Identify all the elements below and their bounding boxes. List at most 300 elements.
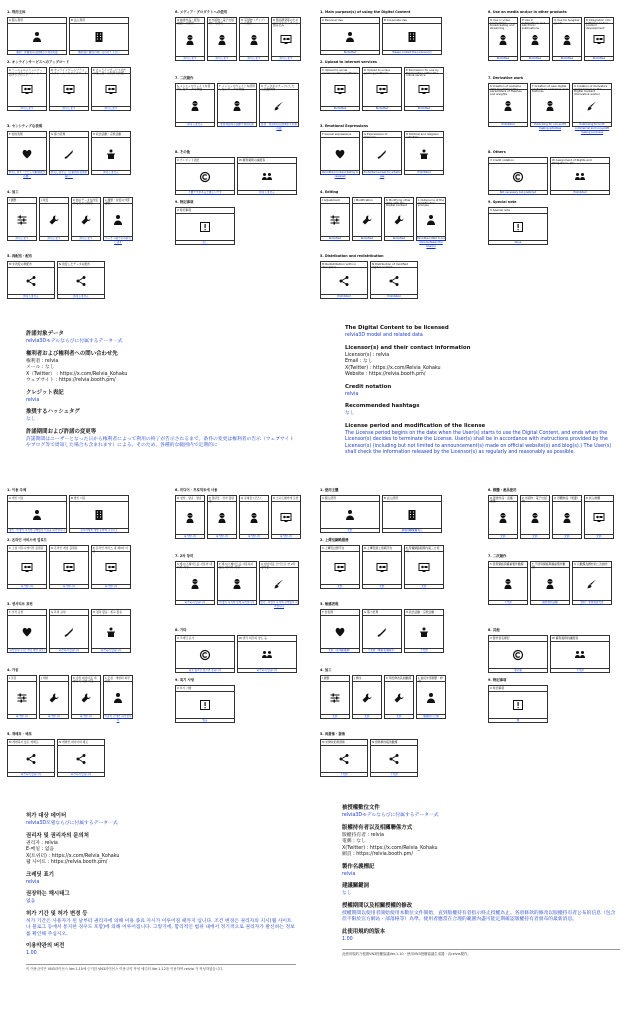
permission-cell <box>362 609 402 653</box>
value: relvia3Dモデルならびに付属するデータ一式 <box>342 813 439 819</box>
permission-status-link[interactable]: 不允許 <box>405 648 443 652</box>
link[interactable]: 웹 사이트 : https://relvia.booth.pm/ <box>26 860 108 866</box>
link[interactable]: X(트위터) : https://x.com/Relvia_Kohaku <box>26 853 120 859</box>
permission-status-link[interactable]: None <box>489 240 547 244</box>
permission-title: M 未修改的再發佈 <box>321 740 367 746</box>
permission-cell <box>175 685 235 723</box>
copyright-icon <box>176 642 234 668</box>
permission-cell <box>69 17 129 55</box>
permission-status-link[interactable]: Permitted <box>385 236 413 240</box>
permission-cell <box>7 197 37 241</box>
knife-icon <box>363 616 401 648</box>
permission-cell <box>404 609 444 653</box>
section-title: 4. Editing <box>320 190 339 194</box>
permission-title: H 政治活動・宗教活動 <box>92 132 130 138</box>
permission-status-link[interactable]: 許可します <box>40 236 68 240</box>
permission-cell <box>7 739 55 777</box>
permission-status-link[interactable]: ユーザー間でのみ許可します <box>105 236 131 245</box>
permission-row <box>175 83 299 131</box>
permission-row <box>320 609 444 653</box>
permission-cell <box>175 561 215 605</box>
permission-status-link[interactable]: 許可しません <box>238 190 296 194</box>
permission-status-link[interactable]: 許可します <box>272 56 300 60</box>
section-title: 2. オンラインサービスへのアップロード <box>7 60 70 64</box>
permission-cell <box>404 131 444 175</box>
license-text-japanese <box>26 326 296 450</box>
permission-status-link[interactable]: Not necessary but preferred <box>489 190 547 194</box>
permission-status-link[interactable]: 권리자에게 개별 문의해 주십시오 <box>70 528 128 532</box>
permission-cell <box>175 17 205 61</box>
permission-status-link[interactable]: 許可しません <box>176 122 214 126</box>
group-icon <box>238 164 296 190</box>
monitor-icon <box>585 502 613 534</box>
permission-status-link[interactable]: 僅限用戶之間 <box>417 714 445 718</box>
permission-title: X 特記事項 <box>176 208 234 214</box>
permission-status-link[interactable]: 請個別聯繫權利人 <box>383 528 441 532</box>
permission-title: V 크레딧 표기 <box>176 636 234 642</box>
podium-icon <box>405 616 443 648</box>
permission-status-link[interactable]: 허가하지 않습니다 <box>176 600 214 604</box>
permission-title: N 發佈修改後的數據 <box>371 740 417 746</box>
section-title: 7. Derivative work <box>488 76 524 80</box>
section-title: 8. Others <box>488 150 506 154</box>
permission-title: K 用於修改其他數據 <box>385 676 413 682</box>
permission-row <box>7 67 131 111</box>
exclamation-icon <box>489 214 547 240</box>
permission-status-link[interactable]: Prohibited <box>405 170 443 174</box>
permission-status-link[interactable]: Permitted <box>363 106 401 110</box>
heading: 이용약관의 버전 <box>26 943 65 950</box>
permission-status-link[interactable]: Permitted Content Rating is required <box>322 170 358 179</box>
monitor-icon <box>363 552 401 584</box>
heart-icon <box>321 616 359 648</box>
link[interactable]: Website : https://relvia.booth.pm/ <box>345 372 426 378</box>
value: 허가 기간은 사용자가 된 날부터 권리자에 의해 이용 종료 지시가 이루어질 때까지 입니다. 조건 변경은 권리자의 지시(웹 사이트나 블로그 등에서 통지한 경우도 포함)에 의해 이루어집니다. 그렇기에, 합리적인 범위 내에서 정기적으로 권리자가 발신하는 정보를 확인해 주십시오. <box>26 918 295 937</box>
permission-cell <box>416 197 446 249</box>
permission-title: N Distribution of modified digital content <box>371 262 417 268</box>
permission-title: E 授權網路服務內第三方使用 <box>405 546 443 552</box>
value: relvia <box>26 879 40 885</box>
permission-cell <box>584 495 614 539</box>
permission-title: S メッシュやウェイトを使用したデータの作成 <box>176 84 214 90</box>
permission-title: K Modifying other data with the Digital Content <box>385 198 413 204</box>
heading: 版權持有者以及相關聯係方式 <box>342 824 413 831</box>
permission-status-link[interactable]: 허가합니다 <box>50 584 88 588</box>
permission-status-link[interactable]: 不要ですがあると嬉しいです <box>176 190 234 194</box>
permission-status-link[interactable]: 不允許 <box>321 772 367 776</box>
permission-status-link[interactable]: 許可します <box>50 106 88 110</box>
permission-status-link[interactable]: 허가하지 않습니다 <box>238 668 296 672</box>
permission-status-link[interactable]: 許可しません <box>92 170 130 174</box>
permission-status-link[interactable]: Publicizing for both commercial and non-profit making purposes <box>574 122 610 135</box>
permission-status-link[interactable]: 許可します <box>176 56 204 60</box>
permission-status-link[interactable]: 허가합니다 <box>40 714 68 718</box>
permission-cell <box>217 83 257 127</box>
permission-row <box>320 67 444 111</box>
permission-cell <box>382 17 442 55</box>
permission-cell <box>362 545 402 589</box>
link[interactable]: X(Twitter) : https://x.com/Relvia_Kohaku <box>345 365 441 371</box>
permission-cell <box>237 635 297 673</box>
permission-title: W 權利義務的讓渡等 <box>551 636 609 642</box>
permission-cell <box>552 17 582 61</box>
permission-status-link[interactable]: Prohibited <box>371 294 417 298</box>
value: なし <box>26 417 36 423</box>
permission-status-link[interactable]: Permitted <box>553 56 581 60</box>
permission-status-link[interactable]: 個利・非個利の目的問わず利用可能 <box>8 50 66 54</box>
section-title: 1. 이용 주체 <box>7 488 27 492</box>
permission-status-link[interactable]: Permitted <box>353 236 381 240</box>
permission-status-link[interactable]: 허가합니다 <box>272 534 300 538</box>
permission-status-link[interactable]: 필요 없지만 있으면 좋습니다 <box>176 668 234 672</box>
permission-status-link[interactable]: 없음 <box>176 718 234 722</box>
permission-status-link[interactable]: Permitted ONLY to be done between the User(s) <box>417 236 445 249</box>
figure-icon <box>531 90 569 122</box>
building-icon <box>383 502 441 528</box>
value: The License period begins on the date when the User(s) starts to use the Digital Content, and ends when the Licensor(s) decides to terminate the License. User(s) shall be in accordance with instructions provided by the Licensor(s) (including but not limited to announcement(s) made on official website(s) and blog(s).) The User(s) shall check the information released by the Licensor(s) as regularly and reasonably as possible. <box>345 430 612 456</box>
section-title: 4. 가공 <box>7 668 19 672</box>
permission-status-link[interactable]: 允許 <box>521 534 549 538</box>
permission-cell <box>217 561 257 605</box>
permission-title: E Permission for use by third parties within the online service <box>405 68 443 74</box>
permission-cell <box>71 197 101 241</box>
permission-row <box>7 675 133 723</box>
heading: 被授權數位文件 <box>342 805 380 811</box>
permission-title: J 개변 <box>40 676 68 682</box>
permission-status-link[interactable]: Prohibited <box>321 294 367 298</box>
permission-row <box>488 495 614 539</box>
person-icon <box>321 502 379 528</box>
permission-status-link[interactable]: 허가하지 않습니다 <box>8 772 54 776</box>
permission-status-link[interactable]: Permitted <box>321 236 349 240</box>
permission-status-link[interactable]: 許可します <box>72 236 100 240</box>
monitor-icon <box>272 24 300 56</box>
permission-title: J Modification <box>353 198 381 204</box>
permission-status-link[interactable]: 영리 · 비영리 목적에 관계없이 허가합니다 <box>260 600 298 609</box>
heading: 此使用規約的版本 <box>342 928 386 935</box>
permission-title: Q 實體物品（周邊） <box>553 496 581 502</box>
group-icon <box>551 642 609 668</box>
monitor-icon <box>585 24 613 56</box>
person-icon <box>417 204 445 236</box>
building-icon <box>70 24 128 50</box>
permission-status-link[interactable]: 허가합니다 <box>240 534 268 538</box>
link[interactable]: ウェブサイト : https://relvia.booth.pm/ <box>26 378 116 384</box>
figure-icon <box>176 90 214 122</box>
value: relvia <box>26 397 40 403</box>
permission-title: H Political and religious activities <box>405 132 443 138</box>
permission-cell <box>488 561 528 605</box>
heading: The Digital Content to be licensed <box>345 325 449 331</box>
permission-status-link[interactable]: Permitted <box>321 106 359 110</box>
permission-status-link[interactable]: 無 <box>489 718 547 722</box>
permission-row <box>488 685 548 723</box>
permission-title: B 法人使用 <box>383 496 441 502</box>
permission-title: J 修改 <box>353 676 381 682</box>
permission-cell <box>7 495 67 533</box>
permission-cell <box>488 635 548 673</box>
permission-cell <box>320 131 360 179</box>
section-title: 9. 特記事項 <box>488 678 507 682</box>
permission-title: W 권리 의무의 양도 등 <box>238 636 296 642</box>
share-icon <box>321 746 367 772</box>
permission-title: U 以數據為題材的二次創作 <box>573 562 611 568</box>
permission-status-link[interactable]: Permitted <box>585 56 613 60</box>
monitor-icon <box>272 502 300 534</box>
wrench-icon <box>385 204 413 236</box>
permission-status-link[interactable]: 允許 <box>321 528 379 532</box>
permission-cell <box>91 545 131 589</box>
permission-cell <box>520 495 550 539</box>
permission-cell <box>384 675 414 719</box>
permission-status-link[interactable]: Prohibited except for artistic use <box>363 170 401 179</box>
permission-title: R Integration into software and/or product development <box>585 18 613 24</box>
permission-title: A 個人利用 <box>8 18 66 24</box>
permission-status-link[interactable]: Permitted <box>321 50 379 54</box>
permission-status-link[interactable]: 営利・非営利の目的問わず利用可能 <box>260 122 298 131</box>
permission-cell <box>49 545 89 589</box>
permission-title: A Personal Use <box>321 18 379 24</box>
heading: 허가 대상 데이터 <box>26 813 67 819</box>
permission-cell <box>530 83 570 131</box>
monitor-icon <box>92 552 130 584</box>
monitor-icon <box>321 552 359 584</box>
permission-cell <box>49 609 89 653</box>
permission-title: D 온라인 게임 플랫폼 <box>50 546 88 552</box>
section-title: 3. 센서티브 표현 <box>7 602 33 606</box>
building-icon <box>70 502 128 528</box>
permission-row <box>7 545 131 589</box>
share-icon <box>58 746 104 772</box>
permission-cell <box>7 67 47 111</box>
permission-status-link[interactable]: 不允許 <box>489 600 527 604</box>
permission-cell <box>550 157 610 195</box>
permission-cell <box>488 83 528 127</box>
permission-title: W 権利義務の譲渡等 <box>238 158 296 164</box>
permission-cell <box>320 739 368 777</box>
permission-status-link[interactable]: 許可します <box>8 236 36 240</box>
permission-status-link[interactable]: 允許 <box>353 714 381 718</box>
permission-title: I 調整 <box>8 198 36 204</box>
brush-icon <box>260 90 298 122</box>
value: 電郵 : なし <box>342 839 366 845</box>
brush-icon <box>573 90 611 122</box>
value: 1.00 <box>26 951 37 957</box>
permission-status-link[interactable]: 允許 <box>321 584 359 588</box>
section-title: 3. Emotional Expressions <box>320 124 369 128</box>
permission-status-link[interactable]: Please contact the Licensor(s) <box>383 50 441 54</box>
permission-cell <box>39 197 69 241</box>
permission-status-link[interactable]: 허가하지 않습니다 <box>58 772 104 776</box>
permission-status-link[interactable]: 허가하지 않습니다 <box>92 648 130 652</box>
heading: 크레딧 표기 <box>26 871 54 878</box>
permission-status-link[interactable]: 権利者に個別に問い合わせて下さい <box>70 50 128 54</box>
permission-title: C 소셜 커뮤니케이션 플랫폼 <box>8 546 46 552</box>
permission-status-link[interactable]: 허가하지 않습니다 <box>50 648 88 652</box>
share-icon <box>8 268 54 294</box>
permission-cell <box>530 561 570 605</box>
permission-status-link[interactable]: 許可しません <box>58 294 104 298</box>
value: relvia3D모델ならびに付属するデータ一式 <box>26 821 118 827</box>
permission-cell <box>488 495 518 539</box>
permission-status-link[interactable]: 영리 · 비영리 목적에 관계없이 이용을 허가합니다 <box>9 528 65 532</box>
permission-title: O 映像作品・配信・放送への使用 <box>177 17 203 25</box>
permission-cell <box>416 675 446 719</box>
permission-status-link[interactable]: 許可します（ただし年齢制限が必要） <box>8 170 46 179</box>
permission-cell <box>404 67 444 111</box>
permission-title: O Use in video productions, broadcasting and streaming <box>489 18 517 24</box>
permission-title: P 出版物・電子出版物 <box>521 496 549 502</box>
permission-cell <box>384 197 414 241</box>
permission-cell <box>320 197 350 241</box>
permission-status-link[interactable]: なし <box>176 240 234 244</box>
brush-icon <box>260 568 298 600</box>
permission-cell <box>550 635 610 673</box>
license-text-korean <box>26 808 296 971</box>
permission-status-link[interactable]: 允許 <box>405 584 443 588</box>
permission-status-link[interactable]: 非営利目的の活動で利用可能 <box>218 122 256 126</box>
section-title: 9. Special note <box>488 200 517 204</box>
permission-title: T Creation of new digital content on costumes and textures <box>532 83 568 94</box>
permission-status-link[interactable]: 許可します <box>8 106 46 110</box>
monitor-icon <box>363 74 401 106</box>
license-grid-korean <box>5 482 313 782</box>
value: relvia3D model and related data <box>345 333 423 339</box>
figure-icon <box>208 502 236 534</box>
figure-icon <box>240 24 268 56</box>
sliders-icon <box>321 682 349 714</box>
section-title: 1. 使用主體 <box>320 488 339 492</box>
permission-status-link[interactable]: 許可しません <box>8 294 54 298</box>
permission-cell <box>552 495 582 539</box>
permission-cell <box>520 17 550 61</box>
monitor-icon <box>321 74 359 106</box>
permission-status-link[interactable]: 不允許 <box>371 772 417 776</box>
podium-icon <box>92 138 130 170</box>
section-title: 5. 再配布・配布 <box>7 254 33 258</box>
figure-icon <box>176 502 204 534</box>
heading: 허가 기간 및 허가 변경 등 <box>26 910 88 917</box>
permission-status-link[interactable]: 許可しません（芸術的な表現を除く） <box>50 170 88 179</box>
permission-cell <box>103 197 133 245</box>
permission-status-link[interactable]: 허가합니다 (단 연령 제한 필요) <box>9 648 45 652</box>
permission-status-link[interactable]: 許可します <box>92 106 130 110</box>
permission-status-link[interactable]: 허가합니다 <box>8 584 46 588</box>
footer-note: 此使用規約乃根據VN3授權協議Ver.1.10・使用VN3授權協議生成器・由relvia製作。 <box>342 949 620 957</box>
value: Email : なし <box>345 359 373 365</box>
permission-cell <box>91 67 131 111</box>
wrench-icon <box>40 204 68 236</box>
figure-icon <box>553 502 581 534</box>
brush-icon <box>573 568 611 600</box>
permission-status-link[interactable]: 허가합니다 <box>72 714 100 718</box>
permission-status-link[interactable]: 이용자 간에만 허가합니다 <box>104 714 132 723</box>
footer-note: 이 이용규약은 VN3라이선스 Ver.1.10에 근거한 VN3라이선스 이용규약 작성 에디터 Ver.1.12을 이용하여 relvia 가 작성하였습니다. <box>26 964 296 972</box>
permission-cell <box>488 157 548 195</box>
permission-title: B Corporate Use <box>383 18 441 24</box>
permission-cell <box>239 17 269 61</box>
permission-status-link[interactable]: Prohibited <box>489 122 527 126</box>
permission-row <box>7 17 129 55</box>
permission-status-link[interactable]: 許可します <box>208 56 236 60</box>
permission-status-link[interactable]: 비영리 목적에 한해 허가합니다 <box>219 600 255 604</box>
figure-icon <box>218 90 256 122</box>
permission-title: J 改変 <box>40 198 68 204</box>
permission-cell <box>352 675 382 719</box>
heading: 권장하는 해시태그 <box>26 891 70 898</box>
heading: 製作名義標記 <box>342 863 375 870</box>
permission-status-link[interactable]: Prohibited <box>551 190 609 194</box>
permission-status-link[interactable]: 許可します <box>240 56 268 60</box>
permission-status-link[interactable]: 允許 <box>321 714 349 718</box>
permission-cell <box>370 261 418 299</box>
heading: License period and modification of the license <box>345 422 486 429</box>
permission-status-link[interactable]: 允許（需年齡限制） <box>321 648 359 652</box>
permission-status-link[interactable]: 允許 <box>489 534 517 538</box>
permission-cell <box>320 609 360 653</box>
permission-status-link[interactable]: 不允許 <box>551 668 609 672</box>
value: relvia <box>345 391 359 397</box>
permission-status-link[interactable]: 허가합니다 <box>208 534 236 538</box>
permission-status-link[interactable]: Permitted <box>405 106 443 110</box>
value: 権利者 : relvia <box>26 358 59 364</box>
permission-status-link[interactable]: 非必須 <box>489 668 547 672</box>
permission-cell <box>49 67 89 111</box>
heading: Licensor(s) and their contact information <box>345 344 471 351</box>
link[interactable]: X（Twitter） : https://x.com/Relvia_Kohaku <box>26 371 128 377</box>
permission-status-link[interactable]: 不允許（藝術表現除外） <box>363 648 401 652</box>
permission-status-link[interactable]: 限非營利活動 <box>531 600 569 604</box>
section-title: 2. 上傳至網路服務 <box>320 538 349 542</box>
permission-status-link[interactable]: Permitted <box>489 56 517 60</box>
wrench-icon <box>385 682 413 714</box>
permission-title: F 性的表現 <box>8 132 46 138</box>
value: 없음 <box>26 899 36 905</box>
permission-row <box>175 561 299 609</box>
link[interactable]: 網頁 : https://relvia.booth.pm/ <box>342 852 413 858</box>
permission-title: O 影像作品・直播・廣播 <box>490 495 516 503</box>
link[interactable]: X(Twitter) : https://x.com/Relvia_Kohaku <box>342 845 438 851</box>
permission-status-link[interactable]: Publicizing for non-profit making activities <box>531 122 569 126</box>
permission-cell <box>362 131 402 179</box>
permission-cell <box>91 609 131 653</box>
knife-icon <box>363 138 401 170</box>
permission-status-link[interactable]: 허가합니다 <box>92 584 130 588</box>
permission-status-link[interactable]: 允許 <box>385 714 413 718</box>
permission-status-link[interactable]: Permitted <box>521 56 549 60</box>
permission-row <box>320 495 442 533</box>
permission-status-link[interactable]: 允許 <box>585 534 613 538</box>
permission-cell <box>7 609 47 653</box>
permission-cell <box>49 131 89 179</box>
permission-cell <box>175 83 215 127</box>
permission-status-link[interactable]: 營利・非營利皆允許 <box>573 600 611 604</box>
section-title: 9. 特記事項 <box>175 200 194 204</box>
permission-title: G 暴力表現 <box>50 132 88 138</box>
permission-cell <box>7 545 47 589</box>
permission-status-link[interactable]: 허가합니다 <box>176 534 204 538</box>
permission-status-link[interactable]: 허가합니다 <box>8 714 36 718</box>
permission-title: V 製作者名標記 <box>489 636 547 642</box>
permission-status-link[interactable]: 允許 <box>363 584 401 588</box>
value: なし <box>345 411 355 417</box>
permission-status-link[interactable]: 允許 <box>553 534 581 538</box>
permission-cell <box>91 131 131 175</box>
section-title: 3. 敏感表現 <box>320 602 339 606</box>
permission-cell <box>488 685 548 723</box>
permission-title: V Credit notation <box>489 158 547 164</box>
permission-row <box>488 17 614 61</box>
